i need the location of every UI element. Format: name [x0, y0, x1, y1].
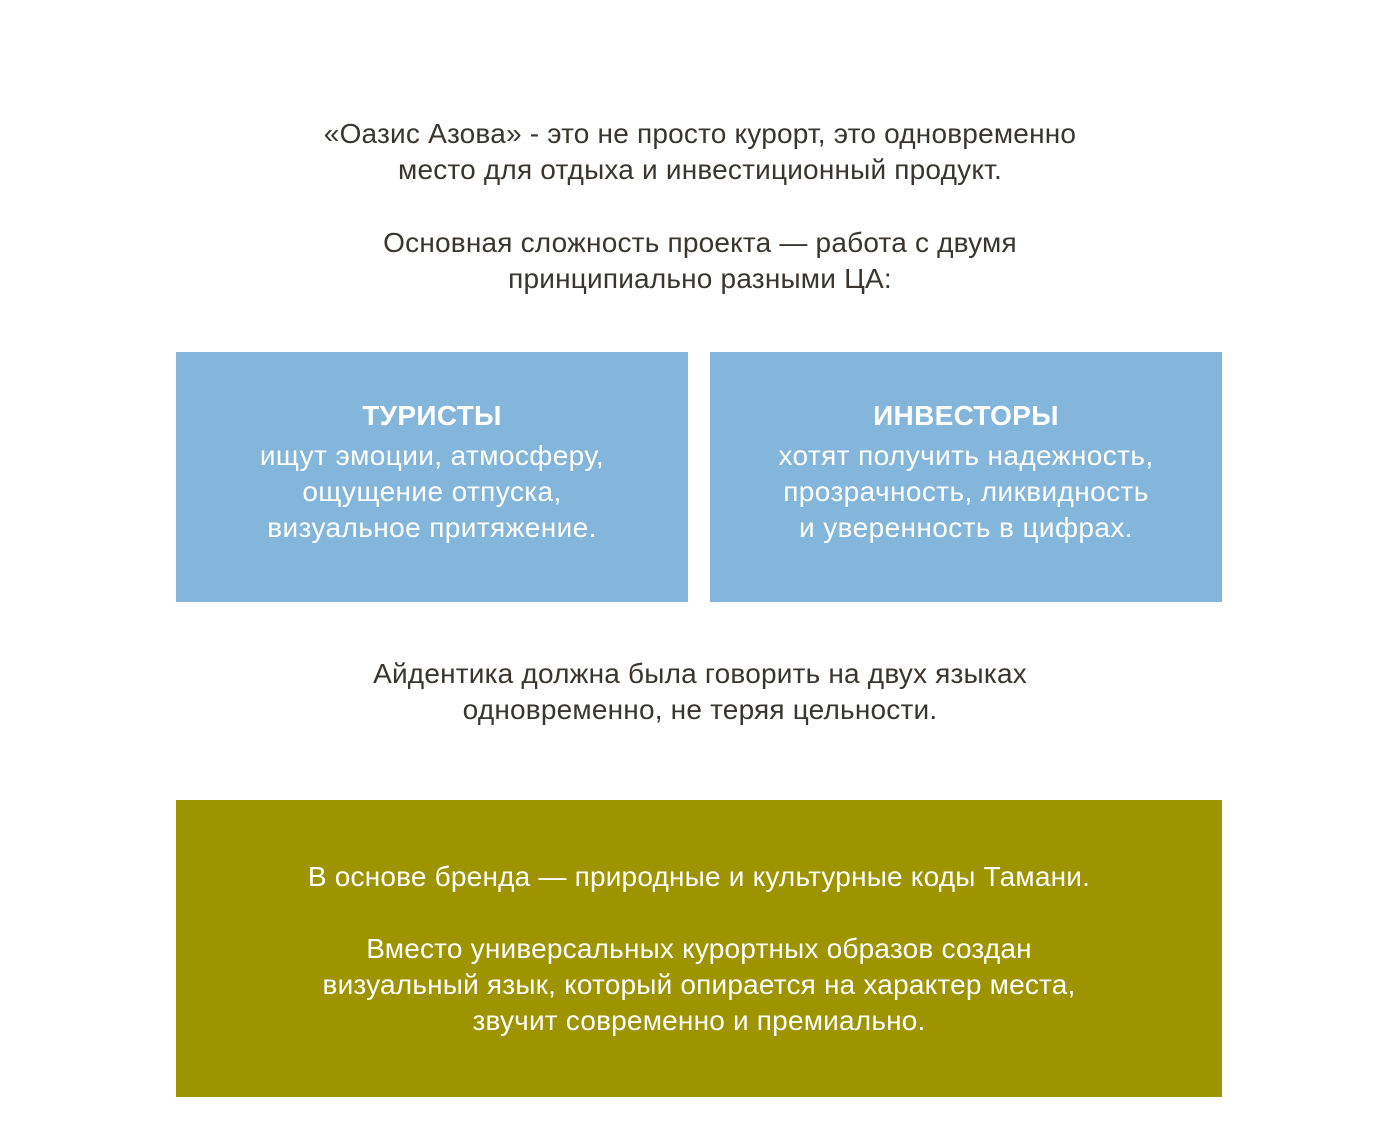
identity-paragraph — [0, 656, 1400, 728]
audience-card-line: и уверенность в цифрах. — [799, 512, 1133, 543]
audience-card-line: прозрачность, ликвидность — [783, 476, 1149, 507]
audience-card-line: ищут эмоции, атмосферу, — [259, 440, 605, 471]
audience-card-tourists — [176, 352, 688, 602]
audience-card-title: ТУРИСТЫ — [362, 400, 502, 431]
audience-card-body — [710, 438, 1222, 546]
complexity-line-1: Основная сложность проекта — работа с двумя — [383, 227, 1017, 258]
identity-line-1: Айдентика должна была говорить на двух языках — [373, 658, 1027, 689]
intro-paragraph — [0, 116, 1400, 188]
intro-line-1: «Оазис Азова» - это не просто курорт, это одновременно — [323, 118, 1077, 149]
audience-card-line: визуальное притяжение. — [267, 512, 597, 543]
brand-foundation-text — [176, 859, 1222, 895]
brand-visual-line-3: звучит современно и премиально. — [472, 1005, 926, 1036]
complexity-paragraph — [0, 225, 1400, 297]
intro-line-2: место для отдыха и инвестиционный продукт. — [398, 154, 1002, 185]
brand-visual-line-1: Вместо универсальных курортных образов создан — [366, 933, 1032, 964]
audience-card-body — [176, 438, 688, 546]
audience-card-investors — [710, 352, 1222, 602]
brand-concept-box — [176, 800, 1222, 1097]
brand-visual-line-2: визуальный язык, который опирается на характер места, — [322, 969, 1076, 1000]
audience-card-line: ощущение отпуска, — [302, 476, 562, 507]
audience-card-line: хотят получить надежность, — [778, 440, 1154, 471]
brand-foundation-line: В основе бренда — природные и культурные коды Тамани. — [307, 861, 1091, 892]
identity-line-2: одновременно, не теряя цельности. — [462, 694, 938, 725]
brand-visual-language-text — [176, 931, 1222, 1039]
audience-card-title: ИНВЕСТОРЫ — [873, 400, 1059, 431]
complexity-line-2: принципиально разными ЦА: — [508, 263, 892, 294]
